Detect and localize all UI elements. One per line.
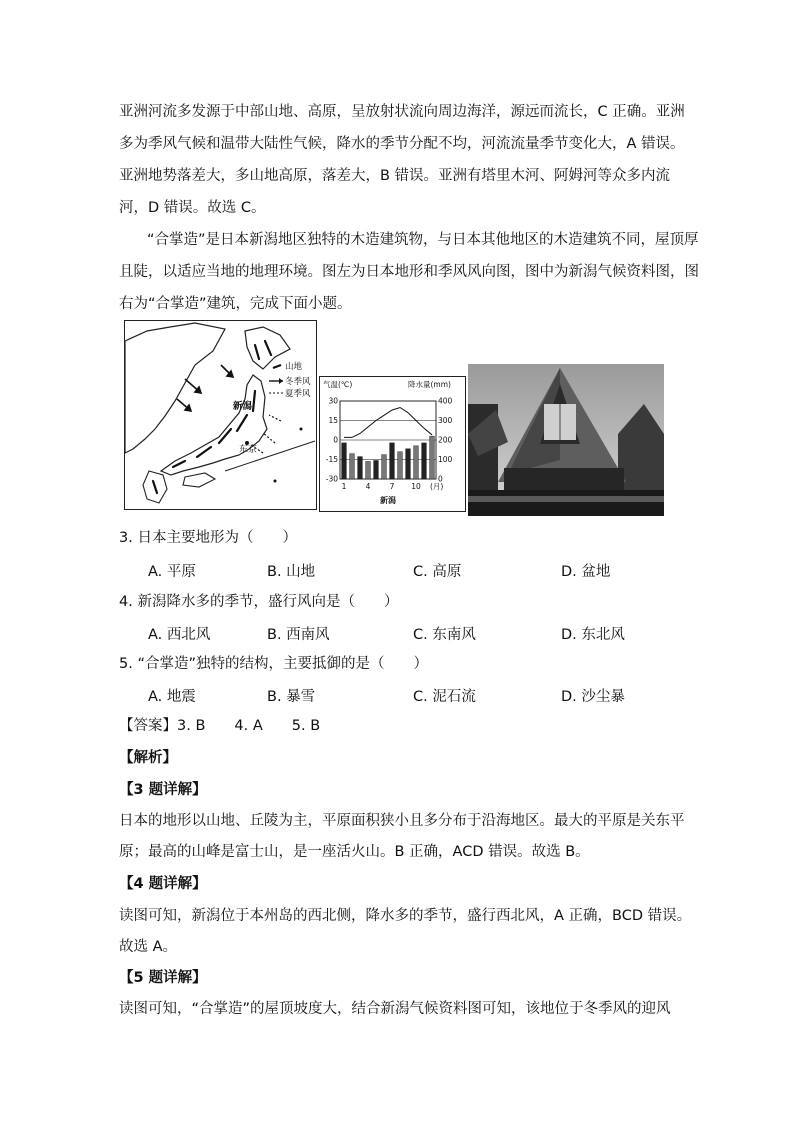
- precip-bar: [374, 460, 379, 479]
- q3-option-d: D. 盆地: [561, 564, 611, 580]
- precip-bar: [342, 443, 347, 479]
- precip-tick: 200: [438, 435, 453, 445]
- precip-bar: [422, 443, 427, 479]
- q4-explanation-heading: 【4 题详解】: [119, 876, 207, 892]
- precip-bar: [414, 446, 419, 479]
- precip-tick: 400: [438, 396, 453, 406]
- precip-axis-label: 降水量(mm): [408, 380, 451, 389]
- month-tick: 7: [389, 482, 395, 491]
- precip-bar: [358, 457, 363, 479]
- temp-tick-labels: [326, 397, 338, 484]
- legend-mountain: 山地: [285, 362, 303, 372]
- intro-line-1: 亚洲河流多发源于中部山地、高原，呈放射状流向周边海洋，源远而流长，C 正确。亚洲: [119, 104, 685, 120]
- temp-tick: 0: [333, 435, 338, 445]
- precip-bar: [350, 454, 355, 479]
- question-3-stem: 3. 日本主要地形为（ ）: [119, 530, 297, 546]
- temp-tick: -30: [325, 474, 338, 484]
- q5-option-d: D. 沙尘暴: [561, 689, 625, 705]
- precip-bar: [382, 455, 387, 479]
- precip-bar: [390, 443, 395, 479]
- japan-map-figure: [124, 320, 317, 510]
- q3-explanation-line-1: 日本的地形以山地、丘陵为主，平原面积狭小且多分布于沿海地区。最大的平原是关东平: [119, 813, 685, 829]
- precip-tick: 300: [438, 416, 453, 425]
- legend-summer-monsoon: 夏季风: [285, 389, 311, 399]
- tokyo-dot: [245, 441, 249, 445]
- q3-option-c: C. 高原: [413, 564, 462, 580]
- label-tokyo: 东京: [239, 445, 258, 455]
- answer-line: 【答案】3. B 4. A 5. B: [119, 718, 321, 734]
- q4-explanation-line-1: 读图可知，新潟位于本州岛的西北侧，降水多的季节，盛行西北风，A 正确，BCD 错误。: [119, 908, 692, 924]
- intro-line-3: 亚洲地势落差大，多山地高原，落差大，B 错误。亚洲有塔里木河、阿姆河等众多内流: [119, 168, 671, 184]
- map-legend: [269, 361, 311, 399]
- q4-option-d: D. 东北风: [561, 627, 625, 643]
- label-niigata: 新潟: [233, 401, 253, 412]
- month-tick: 4: [365, 482, 371, 491]
- temp-tick: 30: [328, 396, 338, 406]
- legend-winter-monsoon: 冬季风: [285, 377, 311, 387]
- intro-line-2: 多为季风气候和温带大陆性气候，降水的季节分配不均，河流流量季节变化大，A 错误。: [119, 136, 685, 152]
- q3-option-b: B. 山地: [267, 564, 316, 580]
- q3-option-a: A. 平原: [148, 564, 196, 580]
- q4-option-c: C. 东南风: [413, 627, 476, 643]
- precip-tick: 100: [438, 455, 453, 464]
- month-tick-labels: [342, 482, 421, 491]
- intro-line-4: 河，D 错误。故选 C。: [119, 200, 266, 216]
- q5-option-a: A. 地震: [148, 689, 196, 705]
- month-tick: 1: [341, 482, 347, 491]
- q5-explanation-line-1: 读图可知，“合掌造”的屋顶坡度大，结合新潟气候资料图可知，该地位于冬季风的迎风: [119, 1001, 671, 1017]
- temp-tick: 15: [328, 416, 338, 425]
- month-unit: (月): [430, 482, 444, 491]
- precip-bar: [366, 461, 371, 479]
- precip-bar: [430, 436, 435, 479]
- passage-line-3: 右为“合掌造”建筑，完成下面小题。: [119, 296, 352, 312]
- temp-axis-label: 气温(℃): [323, 380, 353, 389]
- q3-explanation-heading: 【3 题详解】: [119, 782, 207, 798]
- temp-tick: -15: [325, 455, 338, 464]
- q5-option-c: C. 泥石流: [413, 689, 476, 705]
- analysis-heading: 【解析】: [119, 750, 177, 766]
- month-tick: 10: [411, 482, 421, 491]
- precip-bar: [406, 449, 411, 479]
- q4-option-b: B. 西南风: [267, 627, 330, 643]
- shikoku-island: [183, 473, 215, 487]
- q4-explanation-line-2: 故选 A。: [119, 939, 178, 955]
- precip-tick: 0: [438, 474, 443, 484]
- question-5-stem: 5. “合掌造”独特的结构，主要抵御的是（ ）: [119, 656, 428, 672]
- climate-chart-figure: [319, 376, 466, 512]
- temperature-curve: [344, 408, 432, 438]
- japan-map-svg: [125, 321, 316, 509]
- q4-option-a: A. 西北风: [148, 627, 211, 643]
- precip-bar: [398, 452, 403, 479]
- precip-bars: [342, 436, 435, 479]
- question-4-stem: 4. 新潟降水多的季节，盛行风向是（ ）: [119, 594, 399, 610]
- q5-option-b: B. 暴雪: [267, 689, 316, 705]
- passage-line-1: “合掌造”是日本新潟地区独特的木造建筑物，与日本其他地区的木造建筑不同，屋顶厚: [147, 232, 699, 248]
- q3-explanation-line-2: 原；最高的山峰是富士山，是一座活火山。B 正确，ACD 错误。故选 B。: [119, 844, 590, 860]
- passage-line-2: 且陡，以适应当地的地理环境。图左为日本地形和季风风向图，图中为新潟气候资料图，图: [119, 264, 699, 280]
- continent-coast: [125, 323, 225, 453]
- climate-chart-svg: [320, 377, 465, 511]
- gassho-house-svg: [468, 364, 664, 516]
- gassho-house-photo: [468, 364, 664, 516]
- precip-tick-labels: [438, 397, 453, 484]
- chart-place-label: 新潟: [380, 496, 396, 505]
- q5-explanation-heading: 【5 题详解】: [119, 970, 207, 986]
